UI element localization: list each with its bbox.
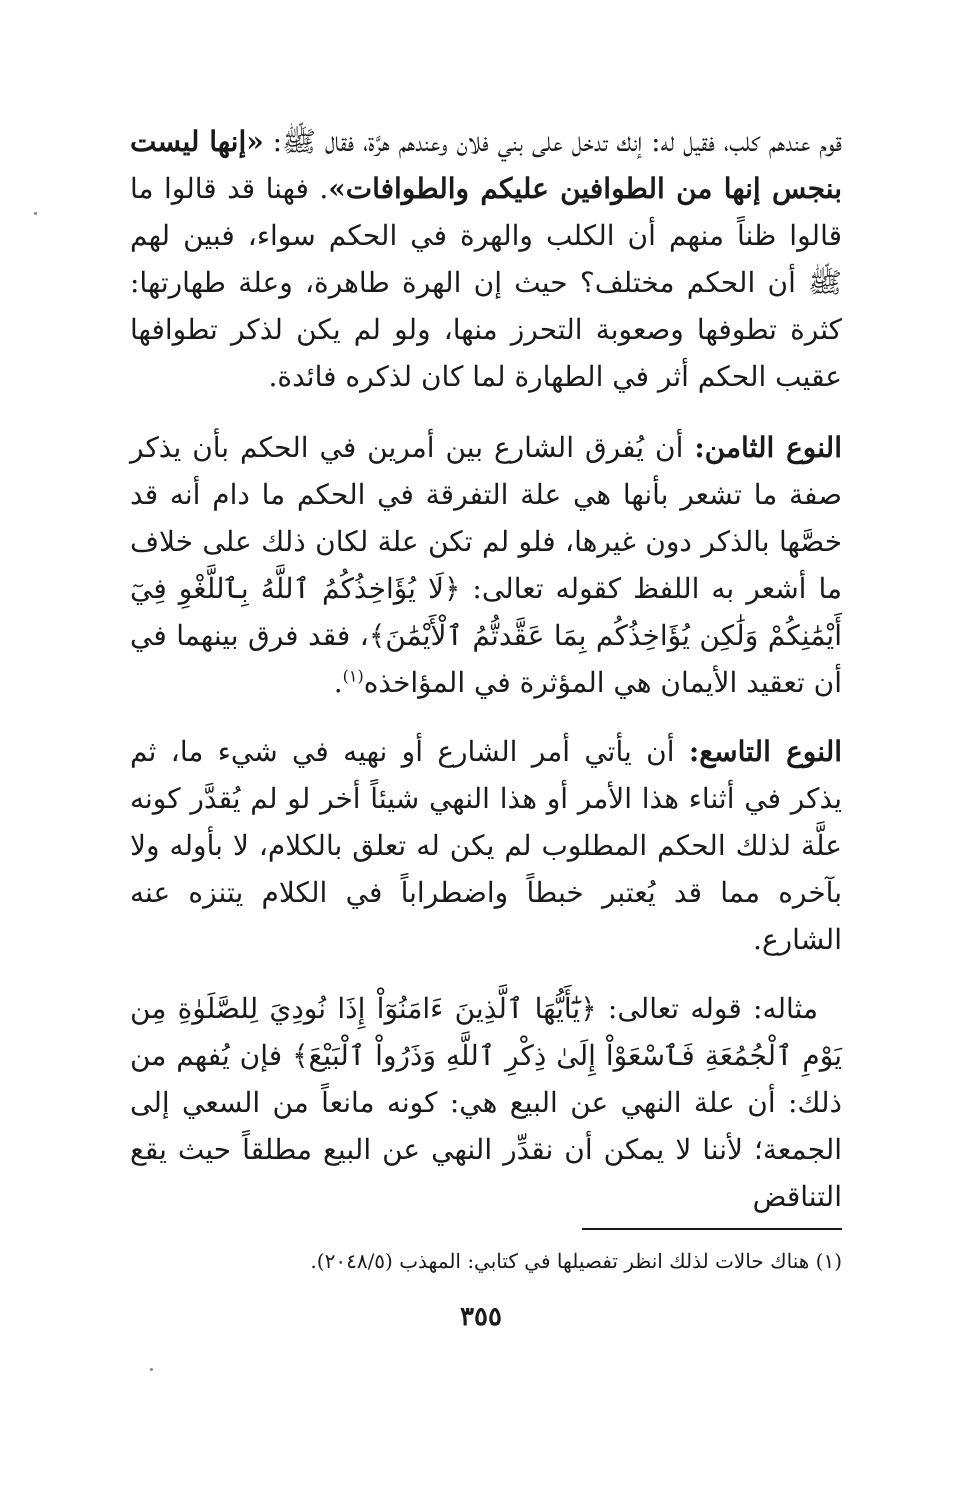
page-body [130, 118, 842, 1220]
page-number: ٣٥٥ [460, 1302, 502, 1332]
paragraph-text: . فهنا قد قالوا ما قالوا ظناً منهم أن الكلب والهرة في الحكم سواء، فبين لهم ﷺ أن الحكم مختلف؟ حيث إن الهرة طاهرة، وعلة طهارتها: كثرة تطوفها وصعوبة التحرز منها، ولو لم يكن لذكر تطوافها عقيب الحكم أثر في الطهارة لما كان لذكره فائدة. [130, 172, 843, 393]
paragraph-text: فإن يُفهم من ذلك: أن علة النهي عن البيع هي: كونه مانعاً من السعي إلى الجمعة؛ لأننا لا يمكن أن نقدِّر النهي عن البيع مطلقاً حيث يقع التناقض [130, 1039, 842, 1213]
paragraph-cat-hadith [130, 118, 842, 400]
footnote-reference[interactable]: (١) [342, 666, 364, 686]
footnote-divider [582, 1228, 842, 1230]
paragraph-text: أن يُفرق الشارع بين أمرين في الحكم بأن يذكر صفة ما تشعر بأنها هي علة التفرقة في الحكم ما دام أنه قد خصَّها بالذكر دون غيرها، فلو لم تكن علة لكان ذلك على خلاف ما أشعر به اللفظ كقوله تعالى: [130, 431, 842, 605]
hadith-quote: «إنها ليست بنجس إنها من الطوافين عليكم والطوافات» [130, 125, 843, 205]
paragraph-text: أن يأتي أمر الشارع أو نهيه في شيء ما، ثم يذكر في أثناء هذا الأمر أو هذا النهي شيئاً أخر لو لم يُقدَّر كونه علَّة لذلك الحكم المطلوب لم يكن له تعلق بالكلام، لا بأوله ولا بآخره مما قد يُعتبر خبطاً واضطراباً في الكلام يتنزه عنه الشارع. [130, 735, 843, 956]
paragraph-type-nine [130, 728, 842, 963]
quran-verse: ﴿لَا يُؤَاخِذُكُمُ ٱللَّهُ بِٱللَّغْوِ فِيٓ أَيْمَٰنِكُمْ وَلَٰكِن يُؤَاخِذُكُم بِمَا عَقَّدتُّمُ ٱلْأَيْمَٰنَ﴾ [130, 572, 843, 652]
footnote: (١) هناك حالات لذلك انظر تفصيلها في كتابي: المهذب (٢٠٤٨/٥). [310, 1249, 842, 1273]
paragraph-text: قوم عندهم كلب، فقيل له: إنك تدخل على بني فلان وعندهم هرَّة، فقال ﷺ: [263, 125, 842, 158]
paragraph-end: . [333, 666, 343, 699]
paragraph-text: ، فقد فرق بينهما في أن تعقيد الأيمان هي المؤثرة في المؤاخذه [130, 619, 842, 699]
scan-speck [150, 1368, 153, 1371]
section-heading-type-nine: النوع التاسع: [688, 735, 843, 768]
section-heading-type-eight: النوع الثامن: [694, 431, 842, 464]
scan-speck [34, 212, 37, 215]
paragraph-type-eight [130, 424, 842, 706]
paragraph-text: مثاله: قوله تعالى: [596, 992, 818, 1025]
quran-verse: ﴿يَٰٓأَيُّهَا ٱلَّذِينَ ءَامَنُوٓاْ إِذَا نُودِيَ لِلصَّلَوٰةِ مِن يَوْمِ ٱلْجُمُعَةِ فَٱسْعَوْاْ إِلَىٰ ذِكْرِ ٱللَّهِ وَذَرُواْ ٱلْبَيْعَ﴾ [130, 992, 842, 1072]
paragraph-example [130, 985, 842, 1220]
